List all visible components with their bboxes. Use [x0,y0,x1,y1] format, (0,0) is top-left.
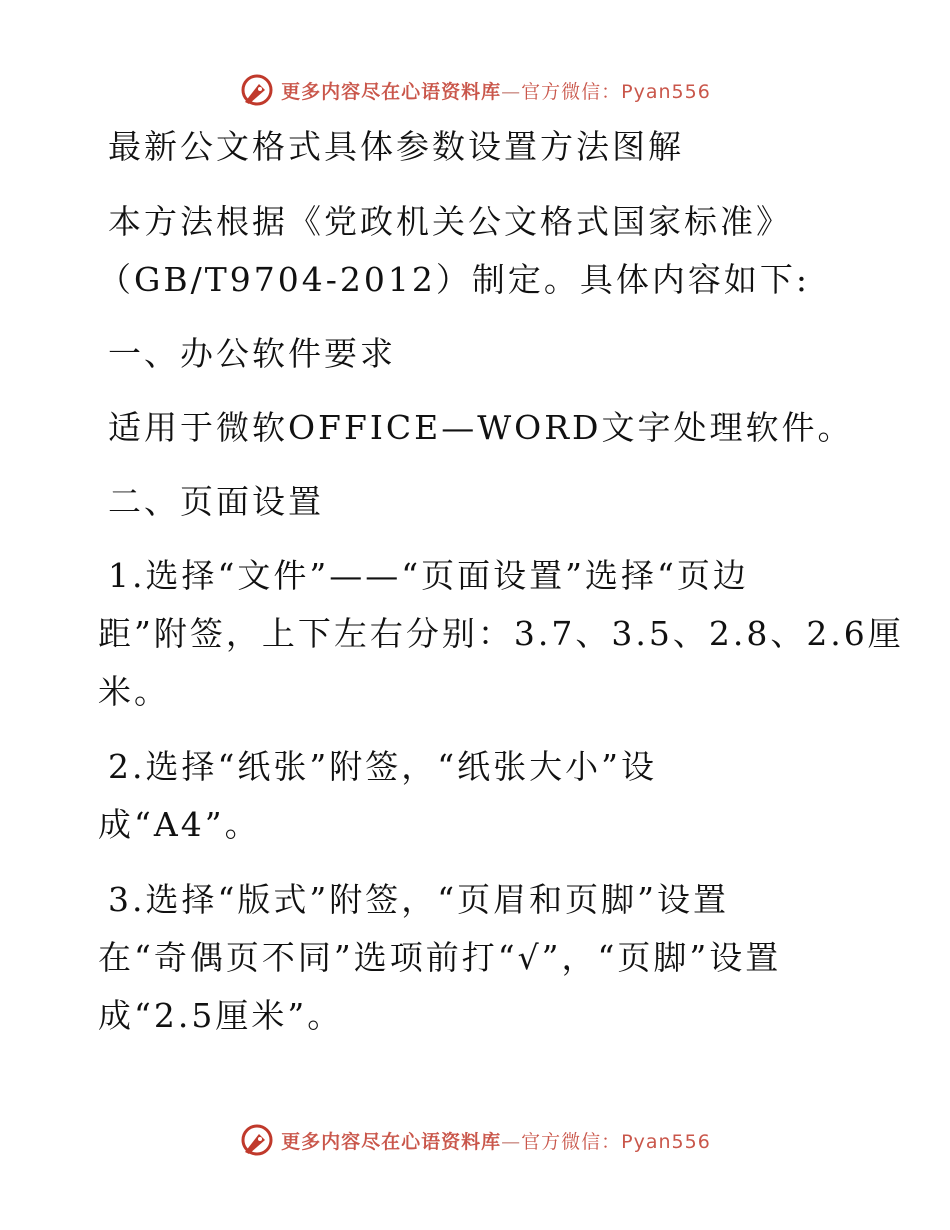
watermark-text [281,77,711,104]
header-watermark [0,72,950,108]
item-2-line-1: 2.选择“纸张”附签，“纸张大小”设 [108,747,657,786]
watermark-separator: — [501,1130,522,1153]
item-1-line-3: 米。 [98,672,170,711]
section-1-heading: 一、办公软件要求 [108,334,396,373]
item-3-line-3: 成“2.5厘米”。 [98,996,344,1035]
section-2-heading: 二、页面设置 [108,482,324,521]
pen-nib-circle-icon [239,1122,275,1158]
pen-nib-circle-icon [239,72,275,108]
watermark-text [281,1127,711,1154]
item-3-line-1: 3.选择“版式”附签，“页眉和页脚”设置 [108,880,729,919]
watermark-main: 更多内容尽在心语资料库 [281,80,502,103]
item-1-line-1: 1.选择“文件”——“页面设置”选择“页边 [108,556,749,595]
footer-watermark [0,1122,950,1158]
document-title: 最新公文格式具体参数设置方法图解 [108,127,684,166]
item-2-line-2: 成“A4”。 [98,805,261,844]
watermark-contact: 官方微信：Pyan556 [521,1130,711,1153]
watermark-main: 更多内容尽在心语资料库 [281,1130,502,1153]
item-1-line-2: 距”附签，上下左右分别：3.7、3.5、2.8、2.6厘 [98,614,904,653]
watermark-contact: 官方微信：Pyan556 [521,80,711,103]
section-1-body: 适用于微软OFFICE—WORD文字处理软件。 [108,408,854,447]
watermark-separator: — [501,80,522,103]
item-3-line-2: 在“奇偶页不同”选项前打“√”，“页脚”设置 [98,938,782,977]
intro-line-2: （GB/T9704-2012）制定。具体内容如下: [98,260,810,299]
intro-line-1: 本方法根据《党政机关公文格式国家标准》 [108,202,792,241]
